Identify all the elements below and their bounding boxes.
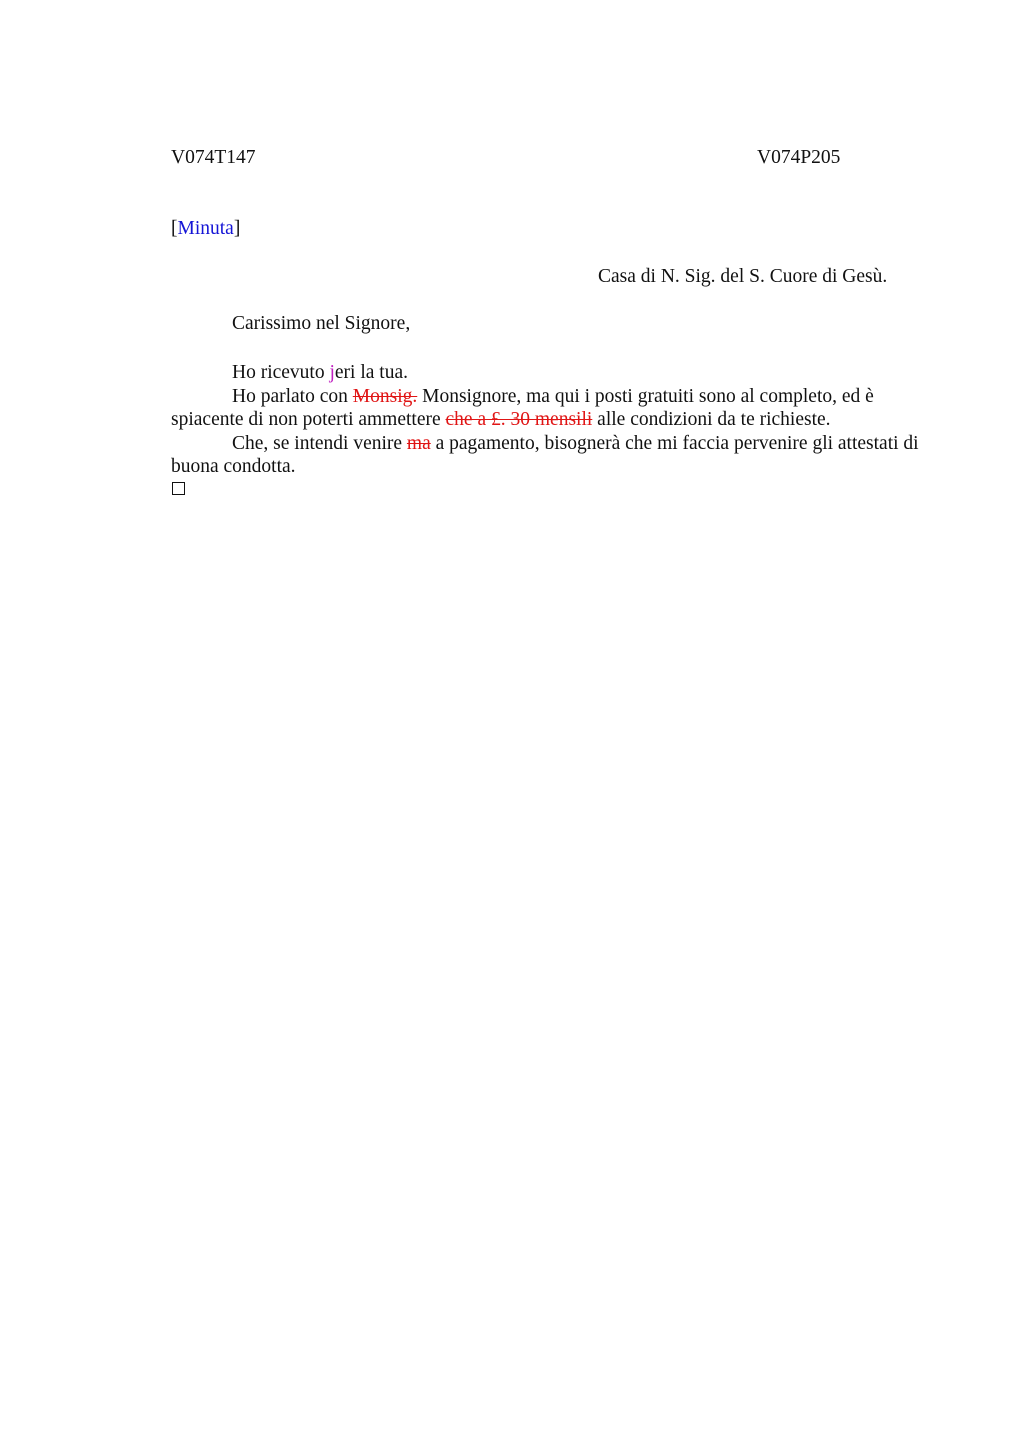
letter-body bbox=[171, 361, 919, 479]
p2-deleted-text-1: Monsig. bbox=[352, 385, 418, 407]
p3-text-before: Che, se intendi venire bbox=[232, 432, 407, 454]
minuta-label: Minuta bbox=[177, 218, 234, 239]
p2-text-middle: Monsignore, ma qui i posti gratuiti sono al completo, ed è spiacente di non poterti ammettere bbox=[171, 385, 874, 431]
p2-text-after: alle condizioni da te richieste. bbox=[592, 409, 831, 431]
p1-text-after: eri la tua. bbox=[334, 362, 408, 383]
p2-deleted-text-2: che a £. 30 mensili bbox=[445, 409, 593, 431]
p2-text-before: Ho parlato con bbox=[232, 385, 353, 407]
p1-text-before: Ho ricevuto bbox=[232, 362, 330, 383]
place-line: Casa di N. Sig. del S. Cuore di Gesù. bbox=[598, 266, 888, 287]
end-marker-box-icon bbox=[172, 482, 185, 495]
bracket-close: ] bbox=[233, 218, 241, 239]
document-code-left: V074T147 bbox=[171, 147, 256, 168]
paragraph-3 bbox=[171, 432, 919, 479]
document-code-right: V074P205 bbox=[757, 147, 841, 168]
salutation: Carissimo nel Signore, bbox=[232, 313, 411, 334]
paragraph-2 bbox=[171, 385, 919, 432]
minuta-heading bbox=[171, 218, 240, 240]
paragraph-1 bbox=[171, 361, 919, 385]
bracket-open: [ bbox=[171, 218, 178, 239]
p3-deleted-text: ma bbox=[406, 432, 431, 454]
p3-text-after: a pagamento, bisognerà che mi faccia pervenire gli attestati di buona condotta. bbox=[171, 432, 919, 478]
p1-inserted-letter: j bbox=[329, 362, 335, 383]
